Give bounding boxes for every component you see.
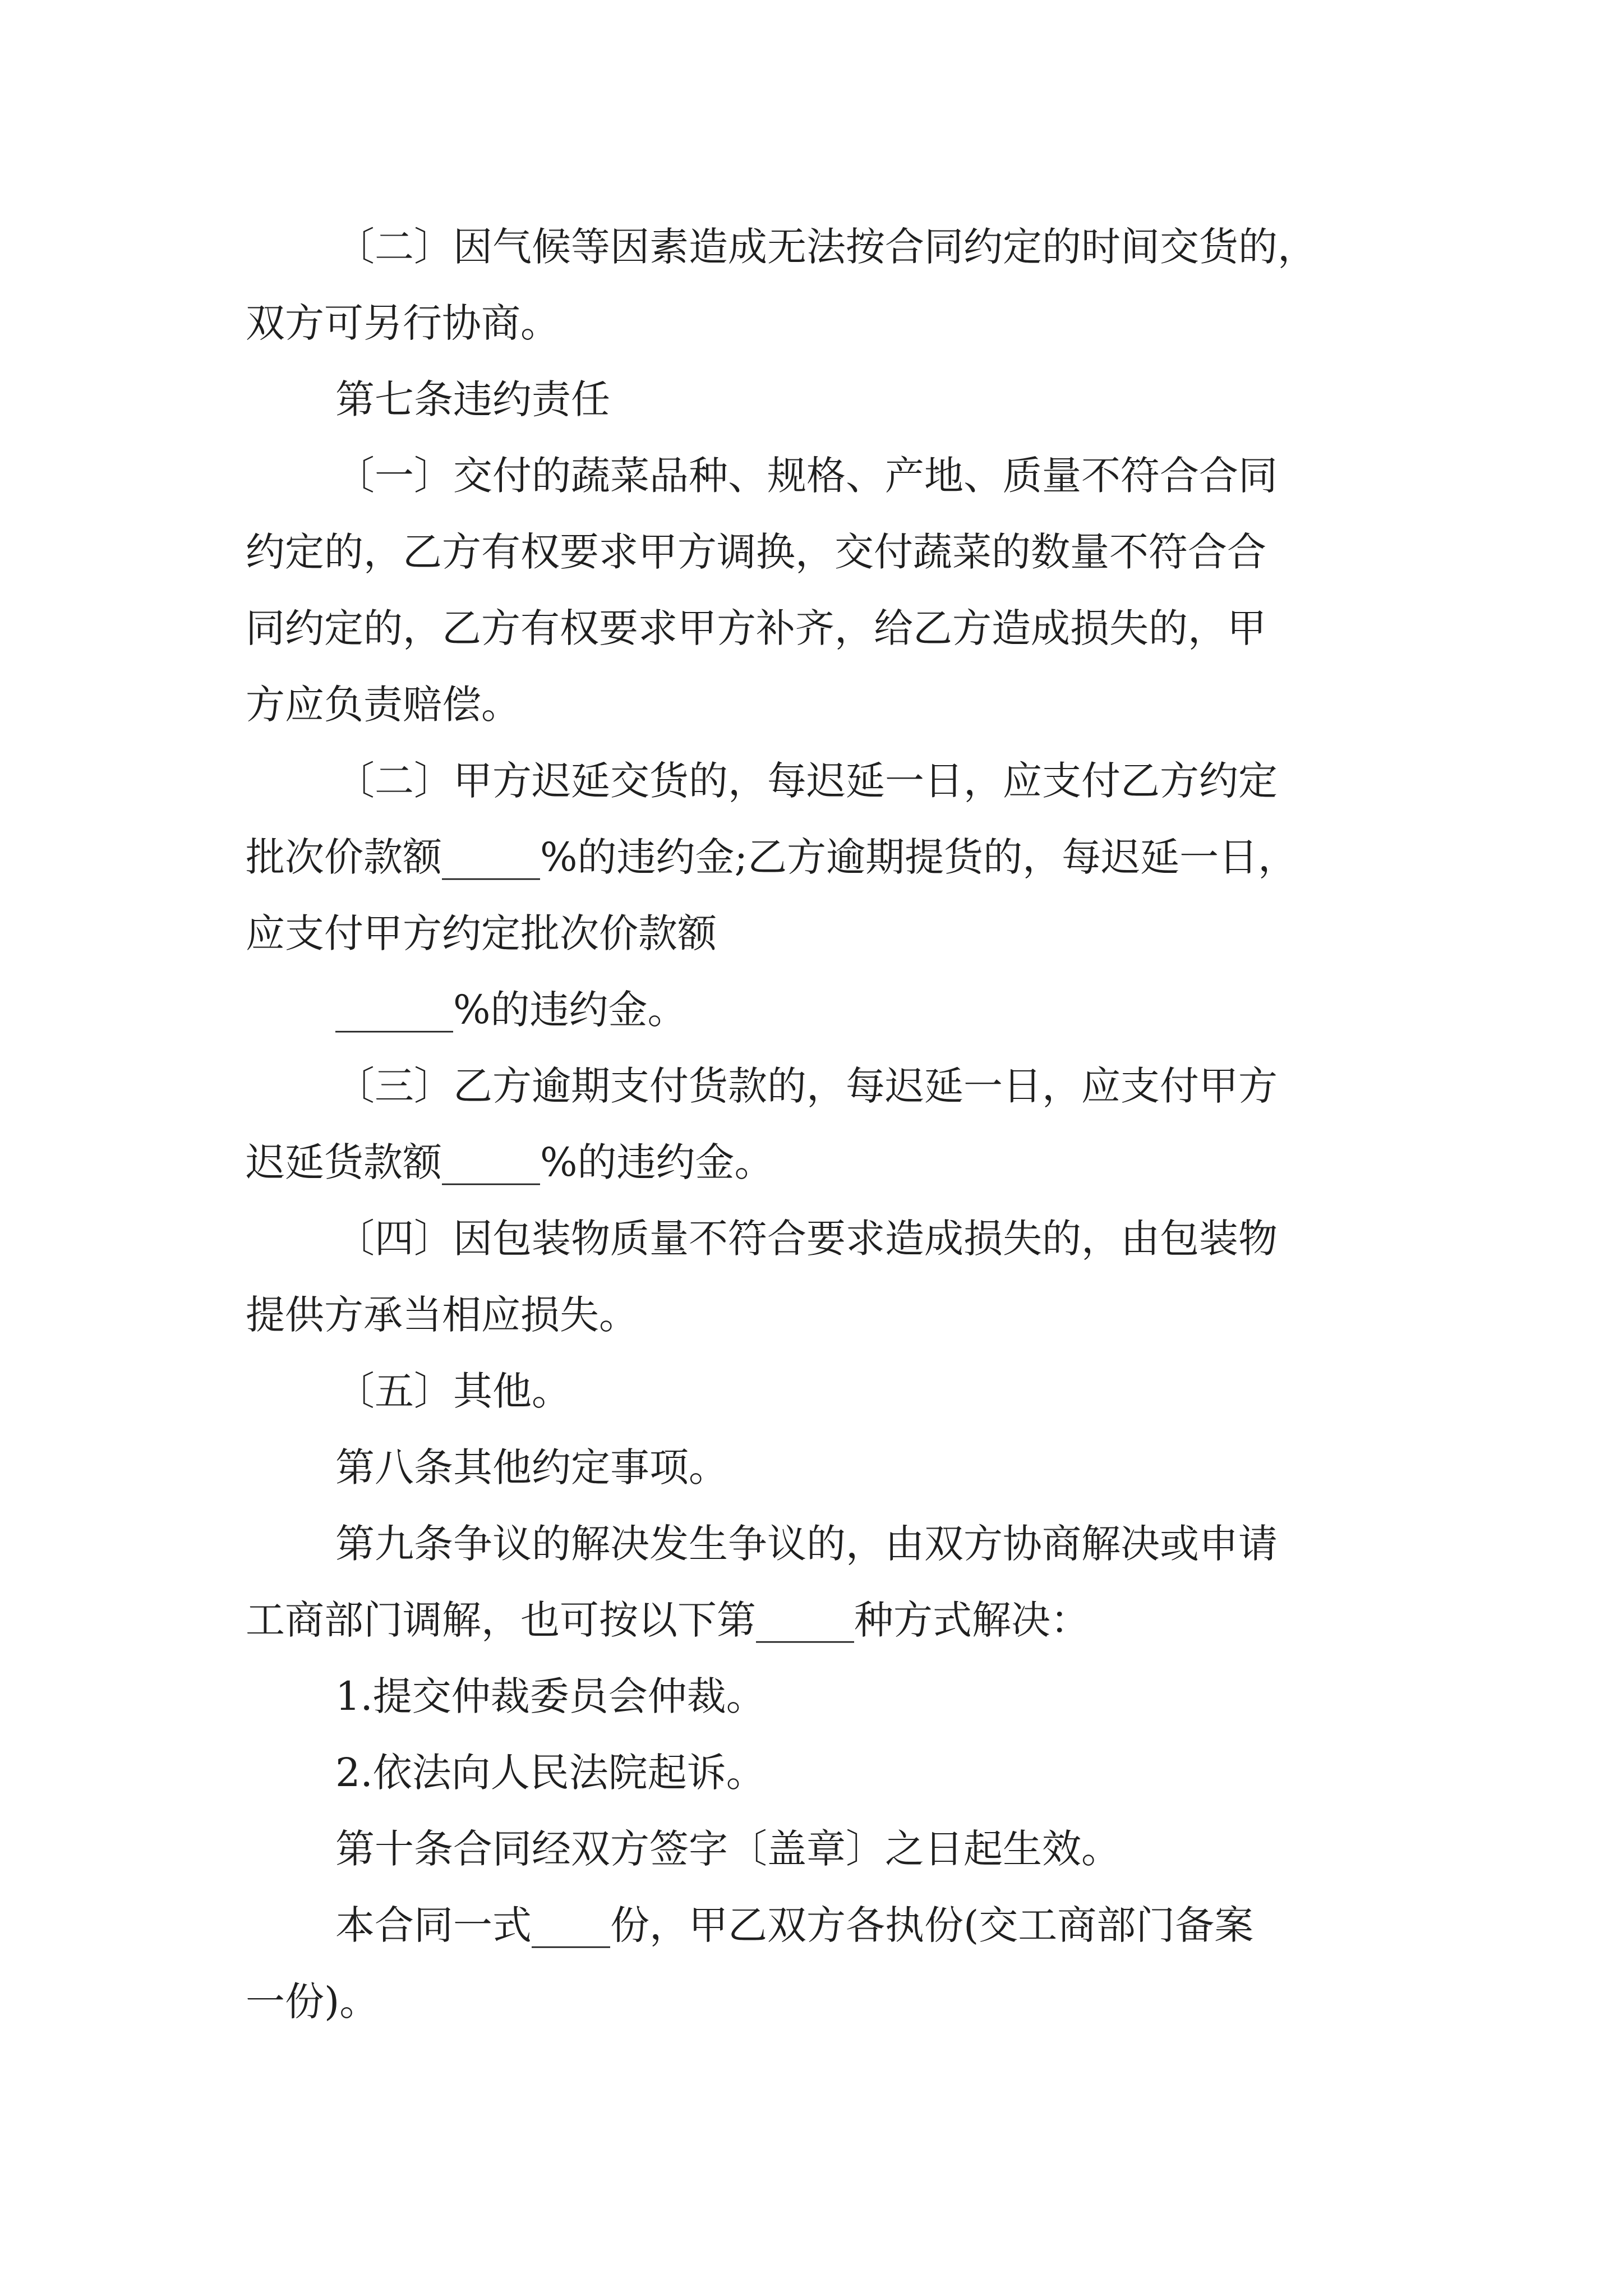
clause-paragraph: [246, 1353, 1401, 1429]
article-heading: [246, 1811, 1401, 1887]
clause-paragraph: [246, 1200, 1401, 1353]
text-line: ______%的违约金。: [335, 987, 687, 1033]
text-line: 〔五〕其他。: [335, 1368, 571, 1414]
article-paragraph: [246, 1506, 1401, 1658]
text-line: 应支付甲方约定批次价款额: [246, 910, 717, 956]
text-line: 本合同一式____份，甲乙双方各执份(交工商部门备案: [335, 1902, 1254, 1948]
text-line: 双方可另行协商。: [246, 300, 560, 346]
clause-paragraph: [246, 438, 1401, 743]
text-line: 〔一〕交付的蔬菜品种、规格、产地、质量不符合合同: [335, 453, 1278, 499]
clause-paragraph: [246, 972, 1401, 1048]
text-line: 〔三〕乙方逾期支付货款的，每迟延一日，应支付甲方: [335, 1063, 1278, 1109]
clause-paragraph: [246, 743, 1401, 972]
text-line: 约定的，乙方有权要求甲方调换，交付蔬菜的数量不符合合: [246, 529, 1266, 575]
text-line: 迟延货款额_____%的违约金。: [246, 1139, 774, 1185]
text-line: 工商部门调解，也可按以下第_____种方式解决：: [246, 1597, 1090, 1643]
text-line: 批次价款额_____%的违约金;乙方逾期提货的，每迟延一日，: [246, 834, 1298, 880]
text-line: 第九条争议的解决发生争议的，由双方协商解决或申请: [335, 1521, 1278, 1567]
article-heading: [246, 361, 1401, 438]
clause-paragraph: [246, 209, 1401, 361]
list-item: [246, 1658, 1401, 1734]
text-line: 第八条其他约定事项。: [335, 1444, 728, 1490]
text-line: 第十条合同经双方签字〔盖章〕之日起生效。: [335, 1826, 1121, 1872]
contract-text: [246, 209, 1401, 2040]
article-heading: [246, 1429, 1401, 1506]
text-line: 一份)。: [246, 1978, 379, 2024]
clause-paragraph: [246, 1048, 1401, 1200]
clause-paragraph: [246, 1887, 1401, 2040]
text-line: 第七条违约责任: [335, 376, 610, 422]
text-line: 2.依法向人民法院起诉。: [335, 1750, 766, 1796]
text-line: 〔四〕因包装物质量不符合要求造成损失的，由包装物: [335, 1216, 1278, 1262]
text-line: 〔二〕因气候等因素造成无法按合同约定的时间交货的，: [335, 224, 1317, 270]
list-item: [246, 1734, 1401, 1811]
text-line: 方应负责赔偿。: [246, 682, 520, 728]
text-line: 1.提交仲裁委员会仲裁。: [335, 1673, 766, 1719]
text-line: 提供方承当相应损失。: [246, 1292, 638, 1338]
text-line: 〔二〕甲方迟延交货的，每迟延一日，应支付乙方约定: [335, 758, 1278, 804]
text-line: 同约定的，乙方有权要求甲方补齐，给乙方造成损失的，甲: [246, 605, 1266, 651]
